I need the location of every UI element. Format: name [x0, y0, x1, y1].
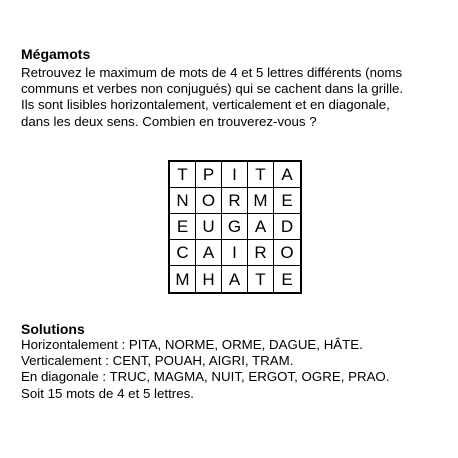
puzzle-title: Mégamots [21, 46, 91, 62]
grid-cell: O [274, 240, 300, 266]
grid-cell: P [196, 162, 222, 188]
grid-cell: T [248, 266, 274, 292]
solutions-horizontal: Horizontalement : PITA, NORME, ORME, DAGUE, HÂTE. [21, 337, 363, 352]
grid-cell: N [170, 188, 196, 214]
grid-cell: R [222, 188, 248, 214]
solutions-diagonal: En diagonale : TRUC, MAGMA, NUIT, ERGOT, OGRE, PRAO. [21, 369, 390, 385]
grid-cell: H [196, 266, 222, 292]
grid-cell: R [248, 240, 274, 266]
grid-cell: O [196, 188, 222, 214]
grid-cell: M [248, 188, 274, 214]
grid-cell: I [222, 240, 248, 266]
solutions-vertical: Verticalement : CENT, POUAH, AIGRI, TRAM. [21, 353, 294, 369]
grid-cell: G [222, 214, 248, 240]
grid-cell: A [222, 266, 248, 292]
grid-cell: C [170, 240, 196, 266]
instructions-line: dans les deux sens. Combien en trouverez-vous ? [21, 113, 317, 129]
solutions-section [21, 321, 446, 402]
grid-cell: A [196, 240, 222, 266]
grid-cell: E [274, 188, 300, 214]
grid-cell: T [248, 162, 274, 188]
grid-cell: T [170, 162, 196, 188]
grid-cell: I [222, 162, 248, 188]
letter-grid [168, 160, 302, 294]
grid-cell: A [248, 214, 274, 240]
solutions-total: Soit 15 mots de 4 et 5 lettres. [21, 385, 194, 401]
grid-cell: A [274, 162, 300, 188]
grid-cell: E [281, 269, 293, 289]
grid-cell: U [196, 214, 222, 240]
solutions-title: Solutions [21, 321, 85, 337]
puzzle-instructions [21, 65, 446, 130]
instructions-line: communs et verbes non conjugués) qui se cachent dans la grille. [21, 81, 404, 97]
grid-cell: D [274, 214, 300, 240]
grid-cell: M [170, 266, 196, 292]
instructions-line: Ils sont lisibles horizontalement, verticalement et en diagonale, [21, 97, 390, 113]
grid-cell: E [170, 214, 196, 240]
instructions-line: Retrouvez le maximum de mots de 4 et 5 lettres différents (noms [21, 65, 403, 80]
